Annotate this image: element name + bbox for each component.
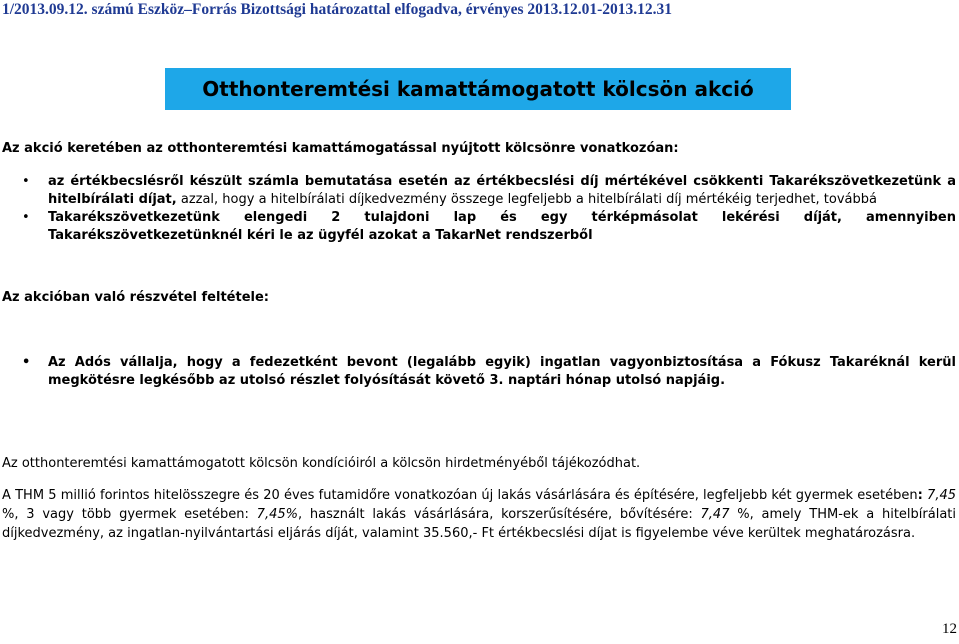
intro-text: Az akció keretében az otthonteremtési kamattámogatással nyújtott kölcsönre vonatkozóan: <box>2 141 679 156</box>
thm-paragraph <box>2 486 956 543</box>
list-item <box>0 354 956 390</box>
list-item <box>0 209 956 245</box>
title-banner <box>165 68 791 110</box>
list-item-bold: Takarékszövetkezetünk elengedi 2 tulajdoni lap és egy térképmásolat lekérési díját, amennyiben Takarékszövetkezetünknél kéri le az ügyfél azokat a TakarNet rendszerből <box>48 210 956 243</box>
document-header: 1/2013.09.12. számú Eszköz–Forrás Bizottsági határozattal elfogadva, érvényes 2013.12.01-2013.12.31 <box>2 1 673 18</box>
condition-heading: Az akcióban való részvétel feltétele: <box>2 290 269 305</box>
bullet-icon: • <box>22 355 31 370</box>
thm-text: %, 3 vagy több gyermek esetében: <box>2 507 257 522</box>
list-item-normal: azzal, hogy a hitelbírálati díjkedvezmény összege legfeljebb a hitelbírálati díj mértékéig terjedhet, továbbá <box>176 192 877 207</box>
benefits-list <box>0 173 956 245</box>
conditions-note: Az otthonteremtési kamattámogatott kölcsön kondícióiról a kölcsön hirdetményéből tájékozódhat. <box>2 456 641 471</box>
thm-colon: : <box>917 488 923 503</box>
bullet-icon: • <box>22 210 30 225</box>
thm-text: , használt lakás vásárlására, korszerűsítésére, bővítésére: <box>297 507 701 522</box>
condition-list <box>0 354 956 390</box>
thm-text: %, amely THM-ek a hitelbírálati díjkedvezmény, az ingatlan-nyilvántartási eljárás díját, valamint 35.560,- Ft értékbecslési díjat is figyelembe véve kerültek meghatározásra. <box>2 507 957 541</box>
bullet-icon: • <box>22 174 30 189</box>
list-item <box>0 173 956 209</box>
thm-value-1: 7,45 <box>922 488 957 503</box>
thm-text: A THM 5 millió forintos hitelösszegre és 20 éves futamidőre vonatkozóan új lakás vásárlására és építésére, legfeljebb két gyermek esetében <box>2 488 918 503</box>
page-number: 12 <box>942 621 957 637</box>
list-item-bold: az értékbecslésről készült számla bemutatása esetén az értékbecslési díj mértékével csökkenti Takarékszövetkezetünk a hitelbírálati díjat, <box>48 174 956 207</box>
thm-value-2: 7,45% <box>256 507 298 522</box>
condition-text: Az Adós vállalja, hogy a fedezetként bevont (legalább egyik) ingatlan vagyonbiztosítása a Fókusz Takaréknál kerül megkötésre legkésőbb az utolsó részlet folyósítását követő 3. naptári hónap utolsó napjáig. <box>48 355 956 388</box>
banner-title: Otthonteremtési kamattámogatott kölcsön akció <box>202 77 754 101</box>
thm-value-3: 7,47 <box>700 507 730 522</box>
